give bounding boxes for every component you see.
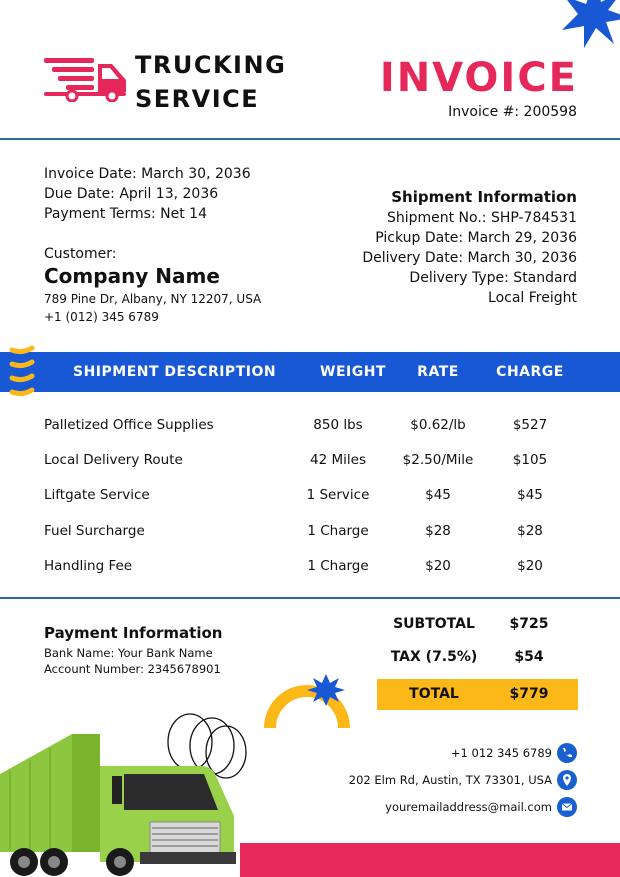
invoice-date: Invoice Date: March 30, 2036 — [44, 166, 251, 182]
header-rate: RATE — [417, 364, 459, 380]
subtotal-value: $725 — [509, 616, 549, 632]
payment-heading: Payment Information — [44, 624, 223, 642]
delivery-date: Delivery Date: March 30, 2036 — [362, 250, 577, 266]
shipment-number: Shipment No.: SHP-784531 — [386, 210, 577, 226]
truck-logo-icon — [42, 56, 130, 102]
total-value: $779 — [509, 686, 549, 702]
total-label: TOTAL — [409, 686, 459, 702]
location-icon — [557, 770, 577, 790]
row-description: Fuel Surcharge — [44, 523, 145, 539]
row-rate: $45 — [425, 487, 451, 503]
invoice-number — [448, 104, 577, 120]
brand-line-2: SERVICE — [135, 85, 260, 113]
table-row — [0, 417, 620, 437]
due-date: Due Date: April 13, 2036 — [44, 186, 219, 202]
phone-icon — [557, 743, 577, 763]
row-charge: $105 — [512, 452, 548, 468]
row-description: Local Delivery Route — [44, 452, 183, 468]
shipment-info — [362, 187, 577, 308]
tax-value: $54 — [514, 649, 544, 665]
email-icon — [557, 797, 577, 817]
tax-label: TAX (7.5%) — [390, 649, 478, 665]
row-weight: 1 Charge — [307, 523, 369, 539]
footer-bar — [240, 843, 620, 877]
row-description: Palletized Office Supplies — [44, 417, 214, 433]
invoice-number-label: Invoice #: — [448, 104, 520, 120]
row-charge: $527 — [512, 417, 548, 433]
row-charge: $45 — [517, 487, 543, 503]
row-description: Liftgate Service — [44, 487, 150, 503]
row-weight: 1 Service — [306, 487, 370, 503]
arch-decoration — [264, 670, 354, 730]
burst-star-icon — [560, 0, 620, 50]
customer-name: Company Name — [44, 264, 220, 288]
contact-address: 202 Elm Rd, Austin, TX 73301, USA — [348, 773, 552, 787]
row-weight: 1 Charge — [307, 558, 369, 574]
header-weight: WEIGHT — [320, 364, 386, 380]
row-charge: $28 — [517, 523, 543, 539]
table-row — [0, 487, 620, 507]
account-number: Account Number: 2345678901 — [44, 662, 221, 676]
truck-illustration — [0, 712, 250, 877]
shipment-heading: Shipment Information — [391, 188, 577, 206]
row-rate: $28 — [425, 523, 451, 539]
contact-phone: +1 012 345 6789 — [450, 746, 552, 760]
brand-line-1: TRUCKING — [135, 51, 287, 79]
pickup-date: Pickup Date: March 29, 2036 — [375, 230, 577, 246]
row-weight: 850 lbs — [313, 417, 363, 433]
zigzag-icon — [6, 344, 36, 402]
header-divider — [0, 138, 620, 140]
table-header — [0, 352, 620, 392]
delivery-type-cont: Local Freight — [488, 290, 577, 306]
row-weight: 42 Miles — [310, 452, 366, 468]
customer-label: Customer: — [44, 246, 117, 262]
bank-name: Bank Name: Your Bank Name — [44, 646, 213, 660]
customer-phone: +1 (012) 345 6789 — [44, 310, 159, 324]
table-row — [0, 523, 620, 543]
header-description: SHIPMENT DESCRIPTION — [73, 364, 277, 380]
invoice-title: INVOICE — [379, 55, 578, 101]
subtotal-label: SUBTOTAL — [393, 616, 475, 632]
row-rate: $20 — [425, 558, 451, 574]
row-charge: $20 — [517, 558, 543, 574]
customer-address: 789 Pine Dr, Albany, NY 12207, USA — [44, 292, 262, 306]
row-rate: $0.62/lb — [410, 417, 466, 433]
row-description: Handling Fee — [44, 558, 133, 574]
contact-email: youremailaddress@mail.com — [385, 800, 552, 814]
invoice-meta — [44, 164, 251, 224]
invoice-number-value: 200598 — [523, 104, 577, 120]
row-rate: $2.50/Mile — [402, 452, 474, 468]
table-row — [0, 452, 620, 472]
payment-terms: Payment Terms: Net 14 — [44, 206, 207, 222]
delivery-type: Delivery Type: Standard — [409, 270, 577, 286]
table-divider — [0, 597, 620, 599]
brand-name — [135, 48, 286, 116]
header-charge: CHARGE — [496, 364, 564, 380]
table-row — [0, 558, 620, 578]
